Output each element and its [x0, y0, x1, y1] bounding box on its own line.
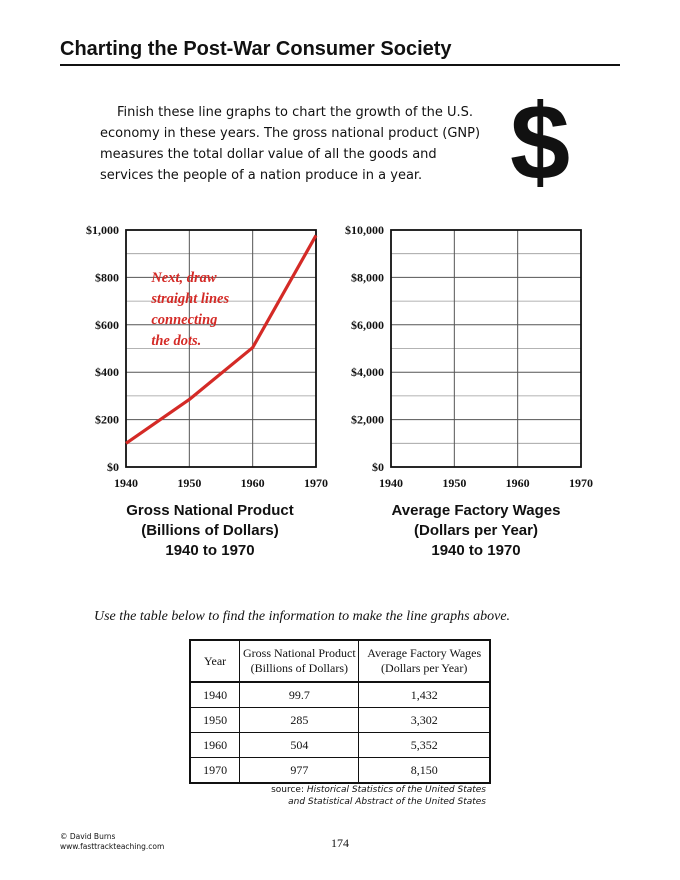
y-tick-label: $200	[95, 412, 119, 427]
table-cell: 5,352	[359, 733, 490, 758]
table-cell: 504	[240, 733, 359, 758]
table-instruction: Use the table below to find the information to make the line graphs above.	[94, 609, 511, 624]
annotation-text: straight lines	[151, 291, 230, 308]
y-tick-label: $10,000	[345, 223, 384, 237]
table-cell: 1,432	[359, 682, 490, 708]
chart-caption-wages	[351, 501, 601, 561]
header-line: Gross National Product	[243, 646, 356, 660]
y-tick-label: $6,000	[351, 317, 384, 332]
copyright-author: © David Burns	[60, 832, 116, 841]
x-tick-label: 1960	[505, 476, 530, 490]
y-tick-label: $600	[95, 317, 119, 332]
intro-text: Finish these line graphs to chart the growth of the U.S. economy in these years. The gross national product (GNP) measures the total dollar value of all the goods and services the people of a nation produce in a year.	[100, 105, 481, 183]
caption-line: 1940 to 1970	[165, 542, 255, 559]
table-row	[190, 682, 490, 708]
caption-line: (Dollars per Year)	[414, 522, 538, 539]
source-title-1: Historical Statistics of the United States	[306, 785, 486, 795]
table-row	[190, 733, 490, 758]
y-tick-label: $2,000	[351, 412, 384, 427]
chart-caption-gnp	[85, 501, 335, 561]
table-header-gnp	[240, 640, 359, 682]
x-tick-label: 1950	[442, 476, 467, 490]
table-header-row	[190, 640, 490, 682]
source-prefix: source:	[271, 785, 307, 795]
table-cell: 1960	[190, 733, 240, 758]
table-cell: 8,150	[359, 758, 490, 784]
x-tick-label: 1970	[569, 476, 593, 490]
caption-line: 1940 to 1970	[431, 542, 521, 559]
table-row	[190, 708, 490, 733]
x-tick-label: 1940	[379, 476, 403, 490]
x-tick-label: 1950	[177, 476, 202, 490]
table-header-wages	[359, 640, 490, 682]
y-tick-label: $4,000	[351, 365, 384, 380]
table-cell: 99.7	[240, 682, 359, 708]
header-line: (Billions of Dollars)	[250, 661, 348, 675]
table-row	[190, 758, 490, 784]
caption-line: Average Factory Wages	[391, 502, 561, 519]
caption-line: Gross National Product	[126, 502, 294, 519]
y-tick-label: $1,000	[86, 223, 119, 237]
table-cell: 1940	[190, 682, 240, 708]
y-tick-label: $400	[95, 365, 119, 380]
y-tick-label: $0	[107, 460, 119, 474]
table-cell: 1950	[190, 708, 240, 733]
page-number: 174	[331, 836, 349, 850]
y-tick-label: $8,000	[351, 270, 384, 285]
x-tick-label: 1940	[114, 476, 138, 490]
header-line: (Dollars per Year)	[381, 661, 468, 675]
table-cell: 3,302	[359, 708, 490, 733]
caption-line: (Billions of Dollars)	[141, 522, 279, 539]
y-tick-label: $800	[95, 270, 119, 285]
source-title-2: and Statistical Abstract of the United States	[288, 797, 486, 807]
header-line: Average Factory Wages	[367, 646, 482, 660]
data-table	[189, 639, 491, 784]
y-tick-label: $0	[372, 460, 384, 474]
source-note	[250, 784, 486, 808]
page-title: Charting the Post-War Consumer Society	[60, 38, 452, 60]
header-line: Year	[204, 653, 227, 668]
x-tick-label: 1960	[240, 476, 265, 490]
table-cell: 977	[240, 758, 359, 784]
copyright-website: www.fasttrackteaching.com	[60, 842, 165, 851]
annotation-text: connecting	[151, 312, 218, 329]
annotation-text: the dots.	[151, 333, 202, 350]
table-header-year	[190, 640, 240, 682]
annotation-text: Next, draw	[151, 270, 217, 287]
table-cell: 1970	[190, 758, 240, 784]
source-line	[250, 784, 486, 796]
dollar-sign-icon: $	[509, 81, 571, 202]
copyright	[60, 832, 164, 852]
table-cell: 285	[240, 708, 359, 733]
x-tick-label: 1970	[304, 476, 328, 490]
